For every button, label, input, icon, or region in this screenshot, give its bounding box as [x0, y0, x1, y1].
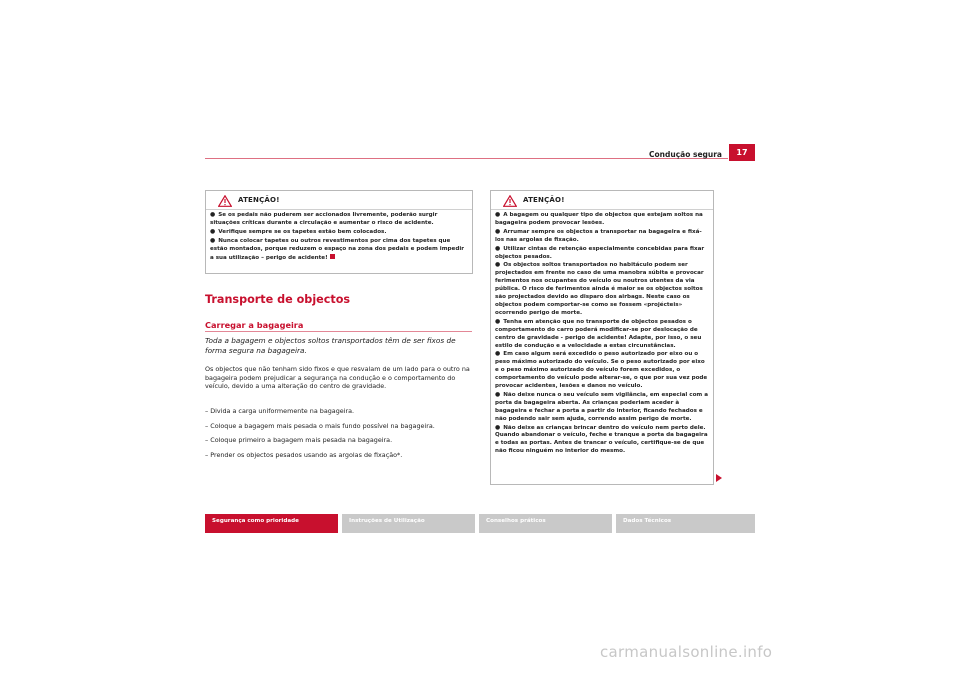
instruction-list [205, 407, 473, 465]
instruction-item: – Coloque primeiro a bagagem mais pesada na bagageira. [205, 436, 393, 445]
bullet-icon: ● [495, 317, 501, 325]
warning-triangle-icon [218, 195, 232, 207]
warning-item: ● Utilizar cintas de retenção especialmente concebidas para fixar objectos pesados. [495, 244, 705, 260]
warning-item: ● Nunca colocar tapetes ou outros revestimentos por cima dos tapetes que estão montados, porque reduzem o espaço na zona dos pedais e podem impedir a sua utilização – perigo de acidente! [210, 236, 464, 261]
body-text: Os objectos que não tenham sido fixos e que resvalam de um lado para o outro na bagageira podem prejudicar a segurança na condução e o comportamento do veículo, devido a uma alteração do centro de gravidade. [205, 365, 470, 391]
warning-item: ● Verifique sempre se os tapetes estão bem colocados. [210, 227, 387, 235]
footer-tab-technical[interactable]: Dados Técnicos [616, 514, 755, 533]
warning-list [495, 211, 709, 456]
watermark-text: carmanualsonline.info [600, 643, 773, 661]
warning-item: ● Tenha em atenção que no transporte de objectos pesados o comportamento do carro poderá modificar-se por deslocação de centro de gravidade - perigo de acidente! Adapte, por isso, o seu estilo de condução e a velocidade a estas circunstâncias. [495, 317, 702, 349]
continue-arrow-icon [716, 474, 722, 482]
bullet-icon: ● [210, 211, 216, 218]
warning-box-pedals [205, 190, 473, 274]
footer-tab-safety[interactable]: Segurança como prioridade [205, 514, 338, 533]
bullet-icon: ● [495, 261, 501, 269]
intro-text: Toda a bagagem e objectos soltos transportados têm de ser fixos de forma segura na bagageira. [205, 336, 456, 355]
subsection-rule [205, 331, 472, 332]
bullet-icon: ● [495, 350, 501, 358]
bullet-icon: ● [210, 227, 216, 235]
page-header-title: Condução segura [649, 150, 722, 159]
bullet-icon: ● [495, 244, 501, 252]
bullet-icon: ● [495, 227, 501, 235]
section-title: Transporte de objectos [205, 293, 351, 306]
subsection-title: Carregar a bagageira [205, 320, 304, 330]
bullet-icon: ● [495, 390, 501, 398]
warning-item: ● Não deixe as crianças brincar dentro do veículo nem perto dele. Quando abandonar o veículo, feche e tranque a porta da bagageira e todas as portas. Antes de trancar o veículo, certifique-se de que não ficou ninguém no interior do mesmo. [495, 423, 708, 455]
footer-tab-tips[interactable]: Conselhos práticos [479, 514, 612, 533]
warning-header [206, 191, 472, 210]
warning-box-luggage [490, 190, 714, 485]
warning-item: ● A bagagem ou qualquer tipo de objectos que estejam soltos na bagageira podem provocar lesões. [495, 211, 703, 226]
warning-item: ● Arrumar sempre os objectos a transportar na bagageira e fixá-los nas argolas de fixação. [495, 227, 702, 243]
warning-title: ATENÇÃO! [238, 196, 280, 204]
instruction-item: – Prender os objectos pesados usando as argolas de fixação*. [205, 450, 403, 459]
warning-list [210, 211, 468, 262]
warning-header [491, 191, 713, 210]
warning-item: ● Em caso algum será excedido o peso autorizado por eixo ou o peso máximo autorizado do veículo. Se o peso autorizado por eixo e o peso máximo autorizado do veículo forem excedidos, o comportamento do veículo pode alterar-se, o que por sua vez pode provocar acidentes, lesões e danos no veículo. [495, 350, 708, 390]
warning-item: ● Se os pedais não puderem ser accionados livremente, poderão surgir situações críticas durante a circulação e aumentar o risco de acidente. [210, 211, 438, 226]
section-end-icon [330, 254, 335, 259]
bullet-icon: ● [495, 423, 501, 431]
bullet-icon: ● [495, 211, 501, 218]
warning-triangle-icon [503, 195, 517, 207]
page-number: 17 [729, 144, 755, 161]
bullet-icon: ● [210, 236, 216, 244]
warning-item: ● Não deixe nunca o seu veículo sem vigilância, em especial com a porta da bagageira aberta. As crianças poderiam aceder à bagageira e fechar a porta a partir do interior, ficando fechados e não podendo sair sem ajuda, correndo assim perigo de morte. [495, 390, 708, 422]
instruction-item: – Coloque a bagagem mais pesada o mais fundo possível na bagageira. [205, 421, 435, 430]
instruction-item: – Divida a carga uniformemente na bagageira. [205, 407, 355, 415]
warning-item: ● Os objectos soltos transportados no habitáculo podem ser projectados em frente no caso de uma manobra súbita e provocar ferimentos nos ocupantes do veículo ou noutros utentes da via pública. O risco de ferimentos ainda é maior se os objectos soltos são projectados devido ao disparo dos airbags. Neste caso os objectos podem comportar-se como se fossem «projécteis» ocorrendo perigo de morte. [495, 261, 704, 316]
warning-title: ATENÇÃO! [523, 196, 565, 204]
footer-tab-instructions[interactable]: Instruções de Utilização [342, 514, 475, 533]
